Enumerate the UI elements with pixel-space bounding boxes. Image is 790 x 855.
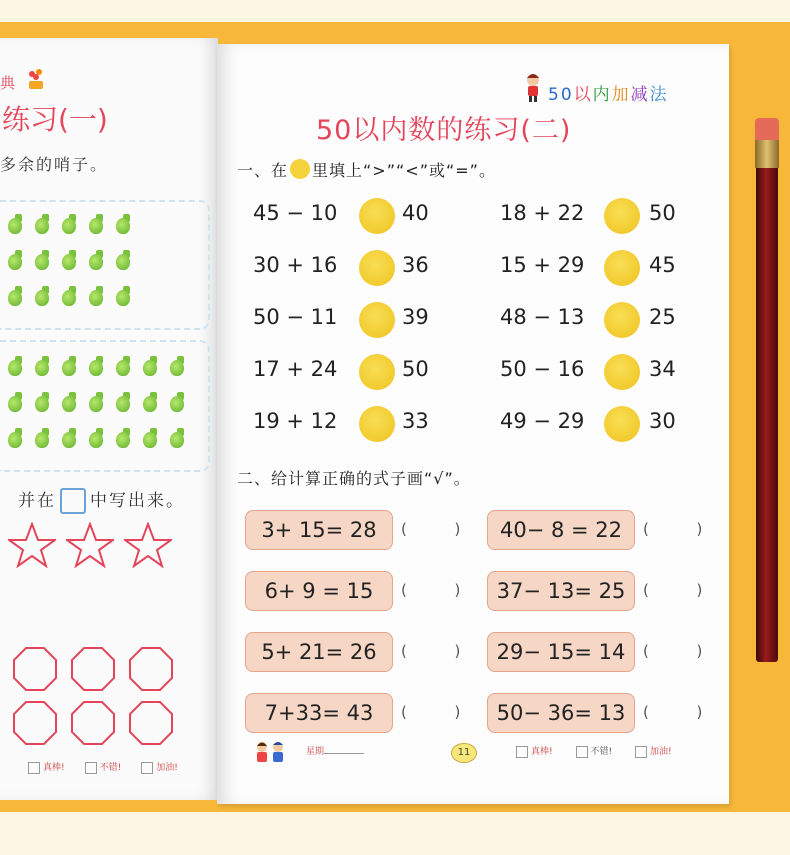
whistle-icon <box>114 250 131 272</box>
equation-box: 37− 13= 25 <box>487 571 635 611</box>
series-char: 加 <box>611 85 631 105</box>
whistle-icon <box>60 214 77 236</box>
whistle-icon <box>114 428 131 450</box>
equation-box: 50− 36= 13 <box>487 693 635 733</box>
expression: 18 + 22 <box>500 201 585 225</box>
star-icon <box>8 522 56 572</box>
target-number: 50 <box>402 357 429 381</box>
whistle-icon <box>168 428 185 450</box>
left-page-title: 练习(一) <box>2 103 108 136</box>
date-field <box>306 744 364 757</box>
expression: 49 − 29 <box>500 409 585 433</box>
whistle-icon <box>6 428 23 450</box>
answer-circle[interactable] <box>359 406 395 442</box>
whistle-icon <box>33 356 50 378</box>
whistle-icon <box>87 356 104 378</box>
bottom-border <box>0 812 790 855</box>
question-prefix: 并在 <box>18 491 56 511</box>
octagon-icon <box>70 700 116 750</box>
octagon-icon <box>128 700 174 750</box>
yellow-circle-icon <box>290 159 310 179</box>
expression: 48 − 13 <box>500 305 585 329</box>
expression: 19 + 12 <box>253 409 338 433</box>
expression: 15 + 29 <box>500 253 585 277</box>
series-char: 减 <box>630 85 650 105</box>
whistle-icon <box>60 286 77 308</box>
series-char: 内 <box>592 85 612 105</box>
whistle-icon <box>33 428 50 450</box>
answer-circle[interactable] <box>359 198 395 234</box>
whistle-icon <box>168 356 185 378</box>
whistle-icon <box>6 392 23 414</box>
whistle-icon <box>33 392 50 414</box>
check-parentheses[interactable]: ( ) <box>643 520 703 538</box>
whistle-icon <box>87 392 104 414</box>
equation-box: 40− 8 = 22 <box>487 510 635 550</box>
star-icon <box>124 522 172 572</box>
octagon-icon <box>12 700 58 750</box>
whistle-icon <box>141 392 158 414</box>
target-number: 30 <box>649 409 676 433</box>
whistle-icon <box>87 428 104 450</box>
equation-box: 5+ 21= 26 <box>245 632 393 672</box>
target-number: 33 <box>402 409 429 433</box>
whistle-icon <box>60 392 77 414</box>
rating-label: 不错! <box>99 763 122 773</box>
check-parentheses[interactable]: ( ) <box>643 581 703 599</box>
whistle-icon <box>6 250 23 272</box>
rating-checkbox-icon <box>141 762 153 774</box>
answer-circle[interactable] <box>359 302 395 338</box>
instruction-prefix: 一、在 <box>237 161 289 180</box>
top-border <box>0 0 790 22</box>
answer-circle[interactable] <box>359 354 395 390</box>
expression: 30 + 16 <box>253 253 338 277</box>
whistle-icon <box>141 428 158 450</box>
equation-box: 7+33= 43 <box>245 693 393 733</box>
whistle-icon <box>6 356 23 378</box>
target-number: 36 <box>402 253 429 277</box>
whistle-icon <box>87 286 104 308</box>
answer-circle[interactable] <box>359 250 395 286</box>
whistle-icon <box>114 392 131 414</box>
whistle-icon <box>87 250 104 272</box>
rating-label: 加油! <box>650 747 672 757</box>
right-footer-ratings <box>516 744 672 758</box>
pencil-ferrule <box>755 140 779 168</box>
series-char: 5 <box>548 85 561 105</box>
answer-circle[interactable] <box>604 302 640 338</box>
expression: 50 − 16 <box>500 357 585 381</box>
whistle-icon <box>141 356 158 378</box>
rating-label: 真棒! <box>531 747 553 757</box>
rating-checkbox-icon <box>516 746 528 758</box>
expression: 50 − 11 <box>253 305 338 329</box>
octagon-icon <box>70 646 116 696</box>
children-icon <box>252 740 288 768</box>
equation-box: 6+ 9 = 15 <box>245 571 393 611</box>
series-char: 以 <box>573 85 593 105</box>
rating-label: 加油! <box>156 763 178 773</box>
instruction-suffix: 里填上“>”“<”或“=”。 <box>312 161 496 180</box>
equation-box: 3+ 15= 28 <box>245 510 393 550</box>
octagon-icon <box>12 646 58 696</box>
whistle-icon <box>33 286 50 308</box>
target-number: 40 <box>402 201 429 225</box>
whistle-icon <box>6 214 23 236</box>
expression: 45 − 10 <box>253 201 338 225</box>
target-number: 45 <box>649 253 676 277</box>
target-number: 34 <box>649 357 676 381</box>
left-page-header: 典 <box>0 74 16 92</box>
rating-checkbox-icon <box>85 762 97 774</box>
whistle-group-top <box>0 200 210 330</box>
series-char: 0 <box>560 85 574 105</box>
answer-circle[interactable] <box>604 198 640 234</box>
date-label: 星期 <box>306 747 325 757</box>
check-parentheses[interactable]: ( ) <box>401 581 461 599</box>
octagon-icon <box>128 646 174 696</box>
flower-pot-icon <box>26 68 46 90</box>
answer-circle[interactable] <box>604 250 640 286</box>
pencil <box>756 122 778 662</box>
target-number: 50 <box>649 201 676 225</box>
series-label <box>548 80 669 105</box>
target-number: 39 <box>402 305 429 329</box>
whistle-icon <box>114 286 131 308</box>
whistle-icon <box>114 214 131 236</box>
whistle-icon <box>33 250 50 272</box>
rating-checkbox-icon <box>576 746 588 758</box>
section2-instruction: 二、给计算正确的式子画“√”。 <box>237 469 471 488</box>
whistle-icon <box>60 250 77 272</box>
child-figure-icon <box>522 72 544 102</box>
page-title: 50以内数的练习(二) <box>316 115 572 146</box>
answer-circle[interactable] <box>604 406 640 442</box>
whistle-icon <box>6 286 23 308</box>
check-parentheses[interactable]: ( ) <box>401 520 461 538</box>
check-parentheses[interactable]: ( ) <box>401 642 461 660</box>
whistle-icon <box>60 428 77 450</box>
question-suffix: 中写出来。 <box>90 491 185 511</box>
star-icon <box>66 522 114 572</box>
expression: 17 + 24 <box>253 357 338 381</box>
left-footer-ratings <box>28 760 178 774</box>
rating-checkbox-icon <box>28 762 40 774</box>
check-parentheses[interactable]: ( ) <box>643 703 703 721</box>
check-parentheses[interactable]: ( ) <box>643 642 703 660</box>
left-page-instruction: 多余的哨子。 <box>0 155 109 174</box>
whistle-icon <box>87 214 104 236</box>
answer-circle[interactable] <box>604 354 640 390</box>
whistle-icon <box>168 392 185 414</box>
whistle-icon <box>114 356 131 378</box>
rating-checkbox-icon <box>635 746 647 758</box>
section1-instruction <box>237 158 496 181</box>
check-parentheses[interactable]: ( ) <box>401 703 461 721</box>
rating-label: 不错! <box>590 747 613 757</box>
equation-box: 29− 15= 14 <box>487 632 635 672</box>
series-char: 法 <box>649 85 669 105</box>
target-number: 25 <box>649 305 676 329</box>
rating-label: 真棒! <box>43 763 65 773</box>
whistle-icon <box>33 214 50 236</box>
page-number: 11 <box>451 743 477 763</box>
left-page-question <box>18 486 185 514</box>
whistle-icon <box>60 356 77 378</box>
answer-square-icon <box>60 488 86 514</box>
